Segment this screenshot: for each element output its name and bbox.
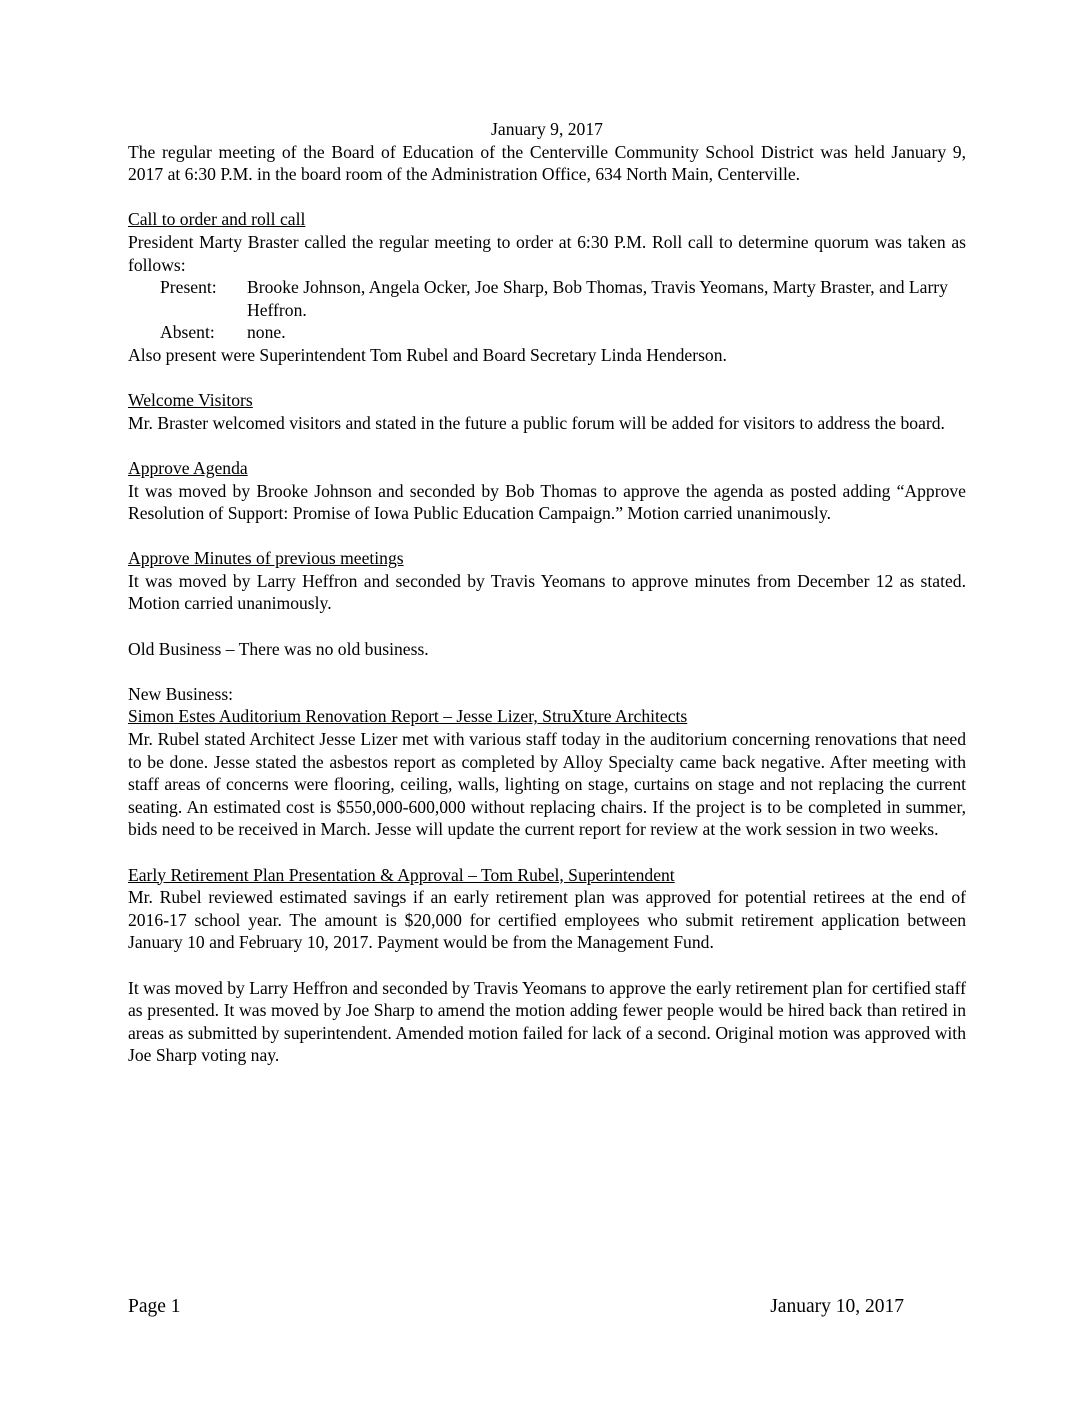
new-business-label: New Business:	[128, 683, 234, 704]
present-row	[128, 276, 966, 321]
auditorium-text: Mr. Rubel stated Architect Jesse Lizer met with various staff today in the auditorium concerning renovations that need to be done. Jesse stated the asbestos report as completed by Alloy Specialty came back negative. After meeting with staff areas of concerns were flooring, ceiling, walls, lighting on stage, curtains on stage and not replacing the current seating. An estimated cost is $550,000-600,000 without replacing chairs. If the project is to be completed in summer, bids need to be received in March. Jesse will update the current report for review at the work session in two weeks.	[128, 729, 966, 840]
footer-date: January 10, 2017	[770, 1296, 904, 1317]
minutes-text: It was moved by Larry Heffron and seconded by Travis Yeomans to approve minutes from December 12 as stated. Motion carried unanimously.	[128, 570, 966, 614]
auditorium-heading: Simon Estes Auditorium Renovation Report – Jesse Lizer, StruXture Architects	[128, 706, 688, 727]
welcome-heading: Welcome Visitors	[128, 390, 253, 411]
present-list: Brooke Johnson, Angela Ocker, Joe Sharp, Bob Thomas, Travis Yeomans, Marty Braster, and Larry Heffron.	[247, 277, 948, 320]
page-number: Page 1	[128, 1296, 181, 1317]
agenda-text: It was moved by Brooke Johnson and seconded by Bob Thomas to approve the agenda as posted adding “Approve Resolution of Support: Promise of Iowa Public Education Campaign.” Motion carried unanimously.	[128, 480, 966, 524]
agenda-heading: Approve Agenda	[128, 457, 248, 478]
present-label: Present:	[160, 277, 217, 298]
intro-paragraph: The regular meeting of the Board of Education of the Centerville Community School District was held January 9, 2017 at 6:30 P.M. in the board room of the Administration Office, 634 North Main, Centerville.	[128, 141, 966, 185]
retirement-text: Mr. Rubel reviewed estimated savings if an early retirement plan was approved for potential retirees at the end of 2016-17 school year. The amount is $20,000 for certified employees who submit retirement application between January 10 and February 10, 2017. Payment would be from the Management Fund.	[128, 887, 966, 953]
retirement-motion: It was moved by Larry Heffron and seconded by Travis Yeomans to approve the early retirement plan for certified staff as presented. It was moved by Joe Sharp to amend the motion adding fewer people would be hired back than retired in areas as submitted by superintendent. Amended motion failed for lack of a second. Original motion was approved with Joe Sharp voting nay.	[128, 977, 966, 1066]
absent-row	[128, 321, 966, 344]
meeting-date: January 9, 2017	[491, 119, 603, 139]
page-footer	[128, 1296, 904, 1318]
retirement-heading: Early Retirement Plan Presentation & Approval – Tom Rubel, Superintendent	[128, 864, 675, 885]
also-present: Also present were Superintendent Tom Rubel and Board Secretary Linda Henderson.	[128, 344, 727, 365]
roll-call-heading: Call to order and roll call	[128, 209, 306, 230]
old-business: Old Business – There was no old business.	[128, 638, 429, 659]
roll-call-text: President Marty Braster called the regular meeting to order at 6:30 P.M. Roll call to determine quorum was taken as follows:	[128, 231, 966, 275]
absent-label: Absent:	[160, 322, 215, 343]
welcome-text: Mr. Braster welcomed visitors and stated in the future a public forum will be added for visitors to address the board.	[128, 412, 945, 433]
minutes-heading: Approve Minutes of previous meetings	[128, 548, 404, 569]
absent-list: none.	[247, 322, 286, 343]
minutes-body	[128, 118, 966, 1067]
